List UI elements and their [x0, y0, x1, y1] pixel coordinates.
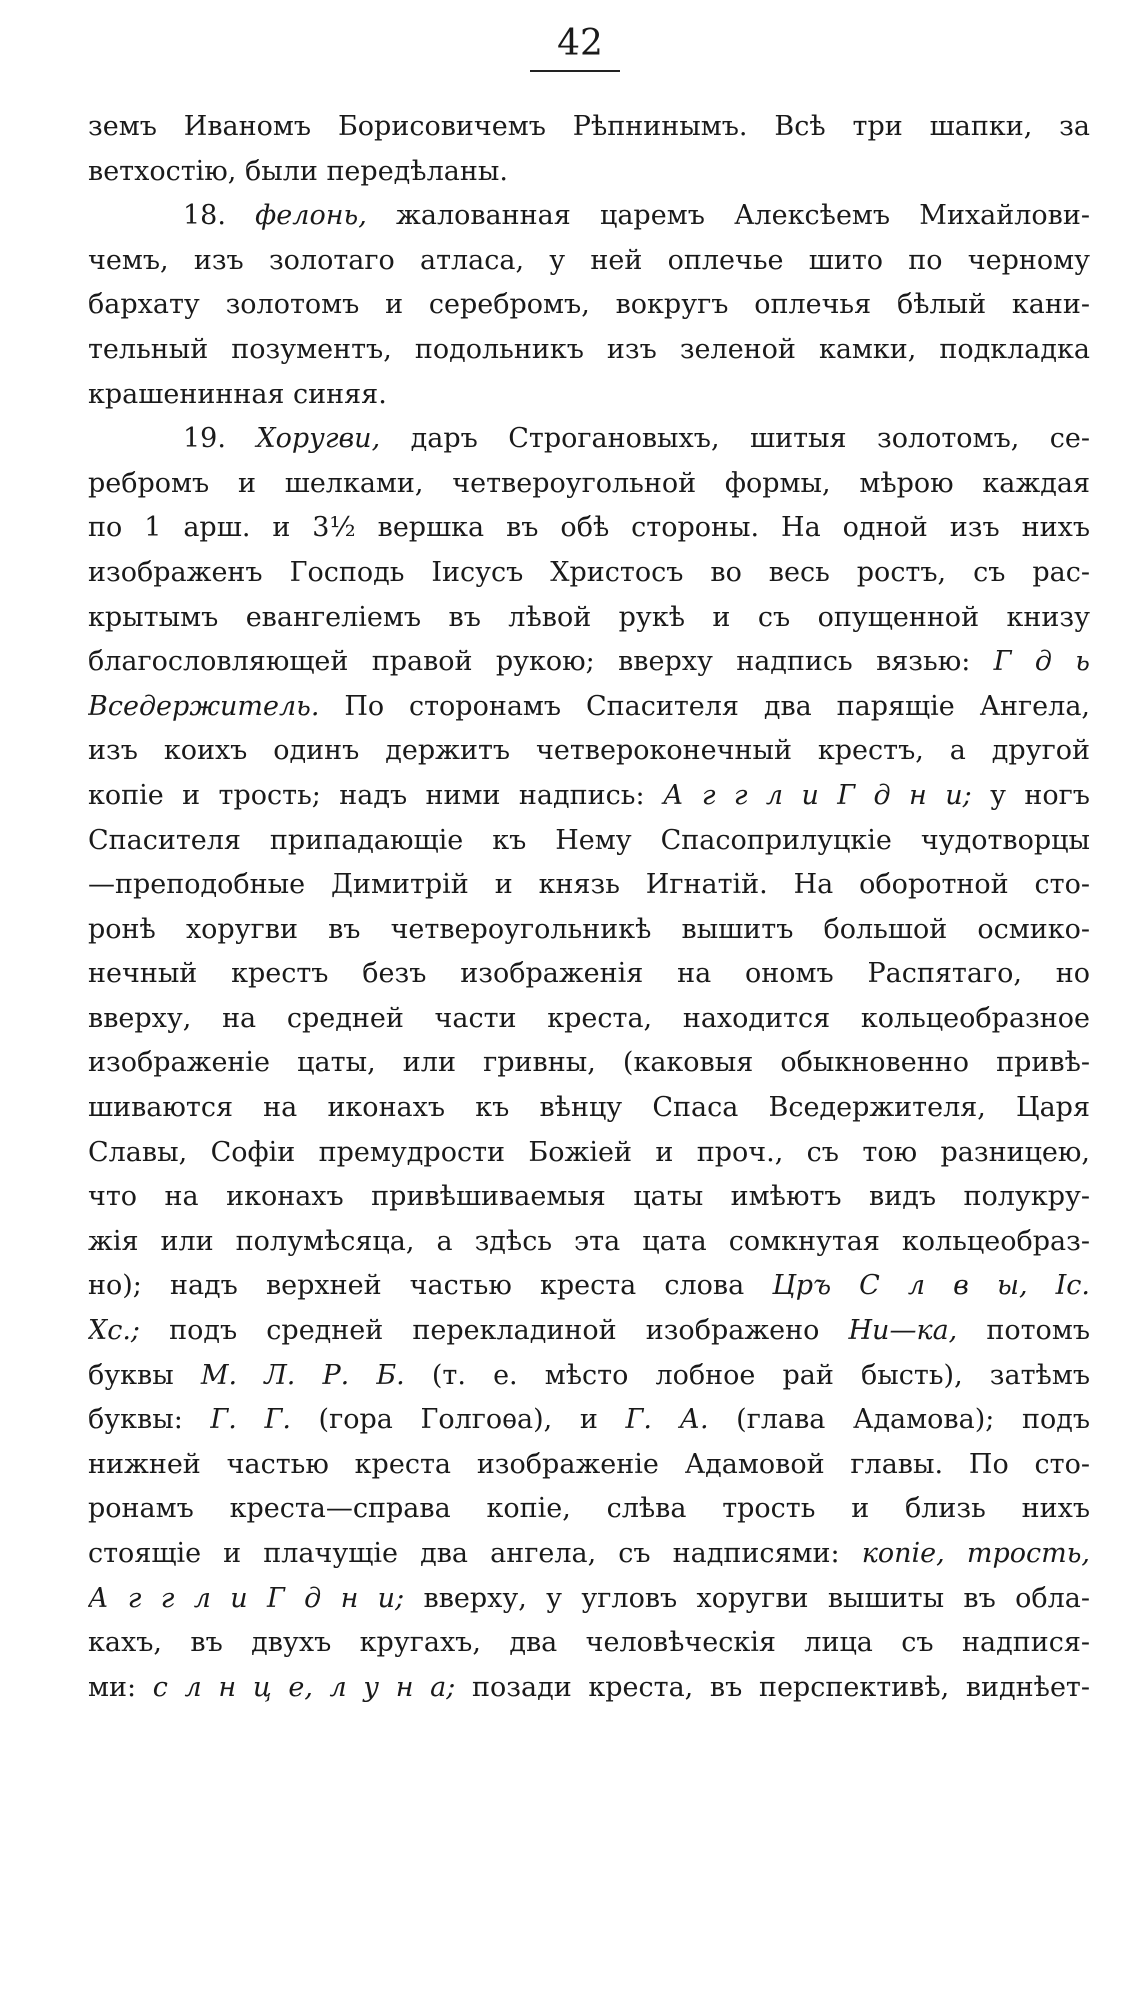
text-line [88, 952, 1090, 997]
text-line [88, 373, 1090, 418]
text-line [88, 506, 1090, 551]
page-number: 42 [557, 23, 603, 64]
italic-text: А г г л и Г д н и; [88, 1582, 405, 1614]
text-line [88, 1086, 1090, 1131]
line-text: (гора Голгоѳа), и [290, 1404, 626, 1436]
text-line [88, 685, 1090, 730]
italic-text: А г г л и Г д н и; [662, 779, 972, 811]
line-text: ронамъ креста—справа копіе, слѣва трость и близь нихъ [88, 1493, 1090, 1525]
text-line [88, 417, 1090, 462]
text-line [88, 774, 1090, 819]
text-line [88, 596, 1090, 641]
line-text: копіе и трость; надъ ними надпись: [88, 779, 663, 811]
line-text: Спасителя припадающіе къ Нему Спасоприлуцкіе чудотворцы [88, 824, 1090, 856]
line-text: что на иконахъ привѣшиваемыя цаты имѣютъ видъ полукру- [88, 1181, 1090, 1213]
line-text: (т. е. мѣсто лобное рай бысть), затѣмъ [404, 1359, 1090, 1391]
body-text [88, 105, 1090, 1710]
text-line [88, 1264, 1090, 1309]
text-line [88, 1577, 1090, 1622]
text-line [88, 997, 1090, 1042]
italic-text: М. Л. Р. Б. [200, 1359, 405, 1391]
line-text: буквы: [88, 1404, 211, 1436]
line-text: Славы, Софіи премудрости Божіей и проч., съ тою разницею, [88, 1136, 1090, 1168]
line-text: кахъ, въ двухъ кругахъ, два человѣческія лица съ надпися- [88, 1627, 1090, 1659]
text-line [88, 1398, 1090, 1443]
line-text [945, 1538, 967, 1569]
text-line [88, 1532, 1090, 1577]
line-text: ветхостію, были передѣланы. [88, 155, 508, 187]
italic-text: Хс.; [88, 1315, 141, 1347]
italic-text: Хоругви, [256, 423, 381, 455]
italic-text: трость, [966, 1538, 1090, 1569]
italic-text: Ни—ка, [848, 1315, 958, 1347]
line-text: —преподобные Димитрій и князь Игнатій. На оборотной сто- [88, 869, 1090, 901]
line-text: крытымъ евангеліемъ въ лѣвой рукѣ и съ опущенной книзу [88, 601, 1090, 633]
line-text: потомъ [957, 1315, 1090, 1347]
text-line [88, 194, 1090, 239]
text-line [88, 1487, 1090, 1532]
text-line [88, 1131, 1090, 1176]
page-number-rule [530, 70, 620, 72]
line-text: шиваются на иконахъ къ вѣнцу Спаса Вседержителя, Царя [88, 1092, 1090, 1124]
italic-text: Г. Г. [210, 1404, 291, 1436]
line-text: даръ Строгановыхъ, шитыя золотомъ, се- [380, 423, 1090, 455]
line-text: стоящіе и плачущіе два ангела, съ надписями: [88, 1538, 862, 1569]
line-text: изображенъ Господь Іисусъ Христосъ во весь ростъ, съ рас- [88, 556, 1090, 588]
text-line [88, 863, 1090, 908]
line-text: чемъ, изъ золотаго атласа, у ней оплечье шито по черному [88, 244, 1090, 276]
line-text: 19. [183, 423, 257, 455]
line-text: благословляющей правой рукою; вверху надпись вязью: [88, 646, 994, 678]
line-text: вверху, у угловъ хоругви вышиты въ обла- [404, 1582, 1090, 1614]
line-text: 18. [183, 200, 256, 232]
text-line [88, 462, 1090, 507]
line-text: вверху, на средней части креста, находится кольцеобразное [88, 1002, 1090, 1034]
text-line [88, 819, 1090, 864]
text-line [88, 908, 1090, 953]
line-text: тельный позументъ, подольникъ изъ зеленой камки, подкладка [88, 333, 1090, 365]
text-line [88, 1666, 1090, 1711]
text-line [88, 551, 1090, 596]
italic-text: фелонь, [255, 200, 367, 232]
italic-text: с л н ц е, л у н а; [152, 1671, 456, 1703]
text-line [88, 1621, 1090, 1666]
text-line [88, 1175, 1090, 1220]
line-text: подъ средней перекладиной изображено [140, 1315, 849, 1347]
line-text: буквы [88, 1359, 201, 1391]
text-line [88, 1041, 1090, 1086]
text-line [88, 1309, 1090, 1354]
italic-text: Г д ь [993, 646, 1090, 678]
text-line [88, 239, 1090, 284]
text-line [88, 105, 1090, 150]
line-text: крашенинная синяя. [88, 378, 387, 410]
text-line [88, 729, 1090, 774]
line-text: у ногъ [971, 779, 1090, 811]
line-text: изображеніе цаты, или гривны, (каковыя обыкновенно привѣ- [88, 1047, 1090, 1079]
line-text: жалованная царемъ Алексѣемъ Михайлови- [366, 200, 1090, 232]
line-text: жія или полумѣсяца, а здѣсь эта цата сомкнутая кольцеобраз- [88, 1225, 1090, 1257]
line-text: (глава Адамова); подъ [708, 1404, 1090, 1436]
text-line [88, 328, 1090, 373]
line-text: ребромъ и шелками, четвероугольной формы, мѣрою каждая [88, 467, 1090, 499]
line-text: бархату золотомъ и серебромъ, вокругъ оплечья бѣлый кани- [88, 289, 1090, 321]
text-line [88, 283, 1090, 328]
text-line [88, 640, 1090, 685]
line-text: земъ Иваномъ Борисовичемъ Рѣпнинымъ. Всѣ три шапки, за [88, 111, 1090, 142]
text-line [88, 150, 1090, 195]
italic-text: Вседержитель. [88, 690, 320, 722]
text-line [88, 1443, 1090, 1488]
line-text: нечный крестъ безъ изображенія на ономъ Распятаго, но [88, 958, 1090, 990]
italic-text: Г. А. [625, 1404, 709, 1436]
line-text: ронѣ хоругви въ четвероугольникѣ вышитъ большой осмико- [88, 913, 1090, 945]
line-text: изъ коихъ одинъ держитъ четвероконечный крестъ, а другой [88, 735, 1090, 767]
line-text: нижней частью креста изображеніе Адамовой главы. По сто- [88, 1448, 1090, 1480]
italic-text: копіе, [861, 1538, 945, 1569]
line-text: ми: [88, 1671, 153, 1703]
italic-text: Цръ С л в ы, Іс. [772, 1270, 1090, 1302]
text-line [88, 1220, 1090, 1265]
line-text: но); надъ верхней частью креста слова [88, 1270, 773, 1302]
text-line [88, 1354, 1090, 1399]
line-text: по 1 арш. и 3½ вершка въ обѣ стороны. На одной изъ нихъ [88, 512, 1090, 544]
line-text: По сторонамъ Спасителя два парящіе Ангела, [319, 690, 1090, 722]
line-text: позади креста, въ перспективѣ, виднѣет- [455, 1671, 1090, 1703]
